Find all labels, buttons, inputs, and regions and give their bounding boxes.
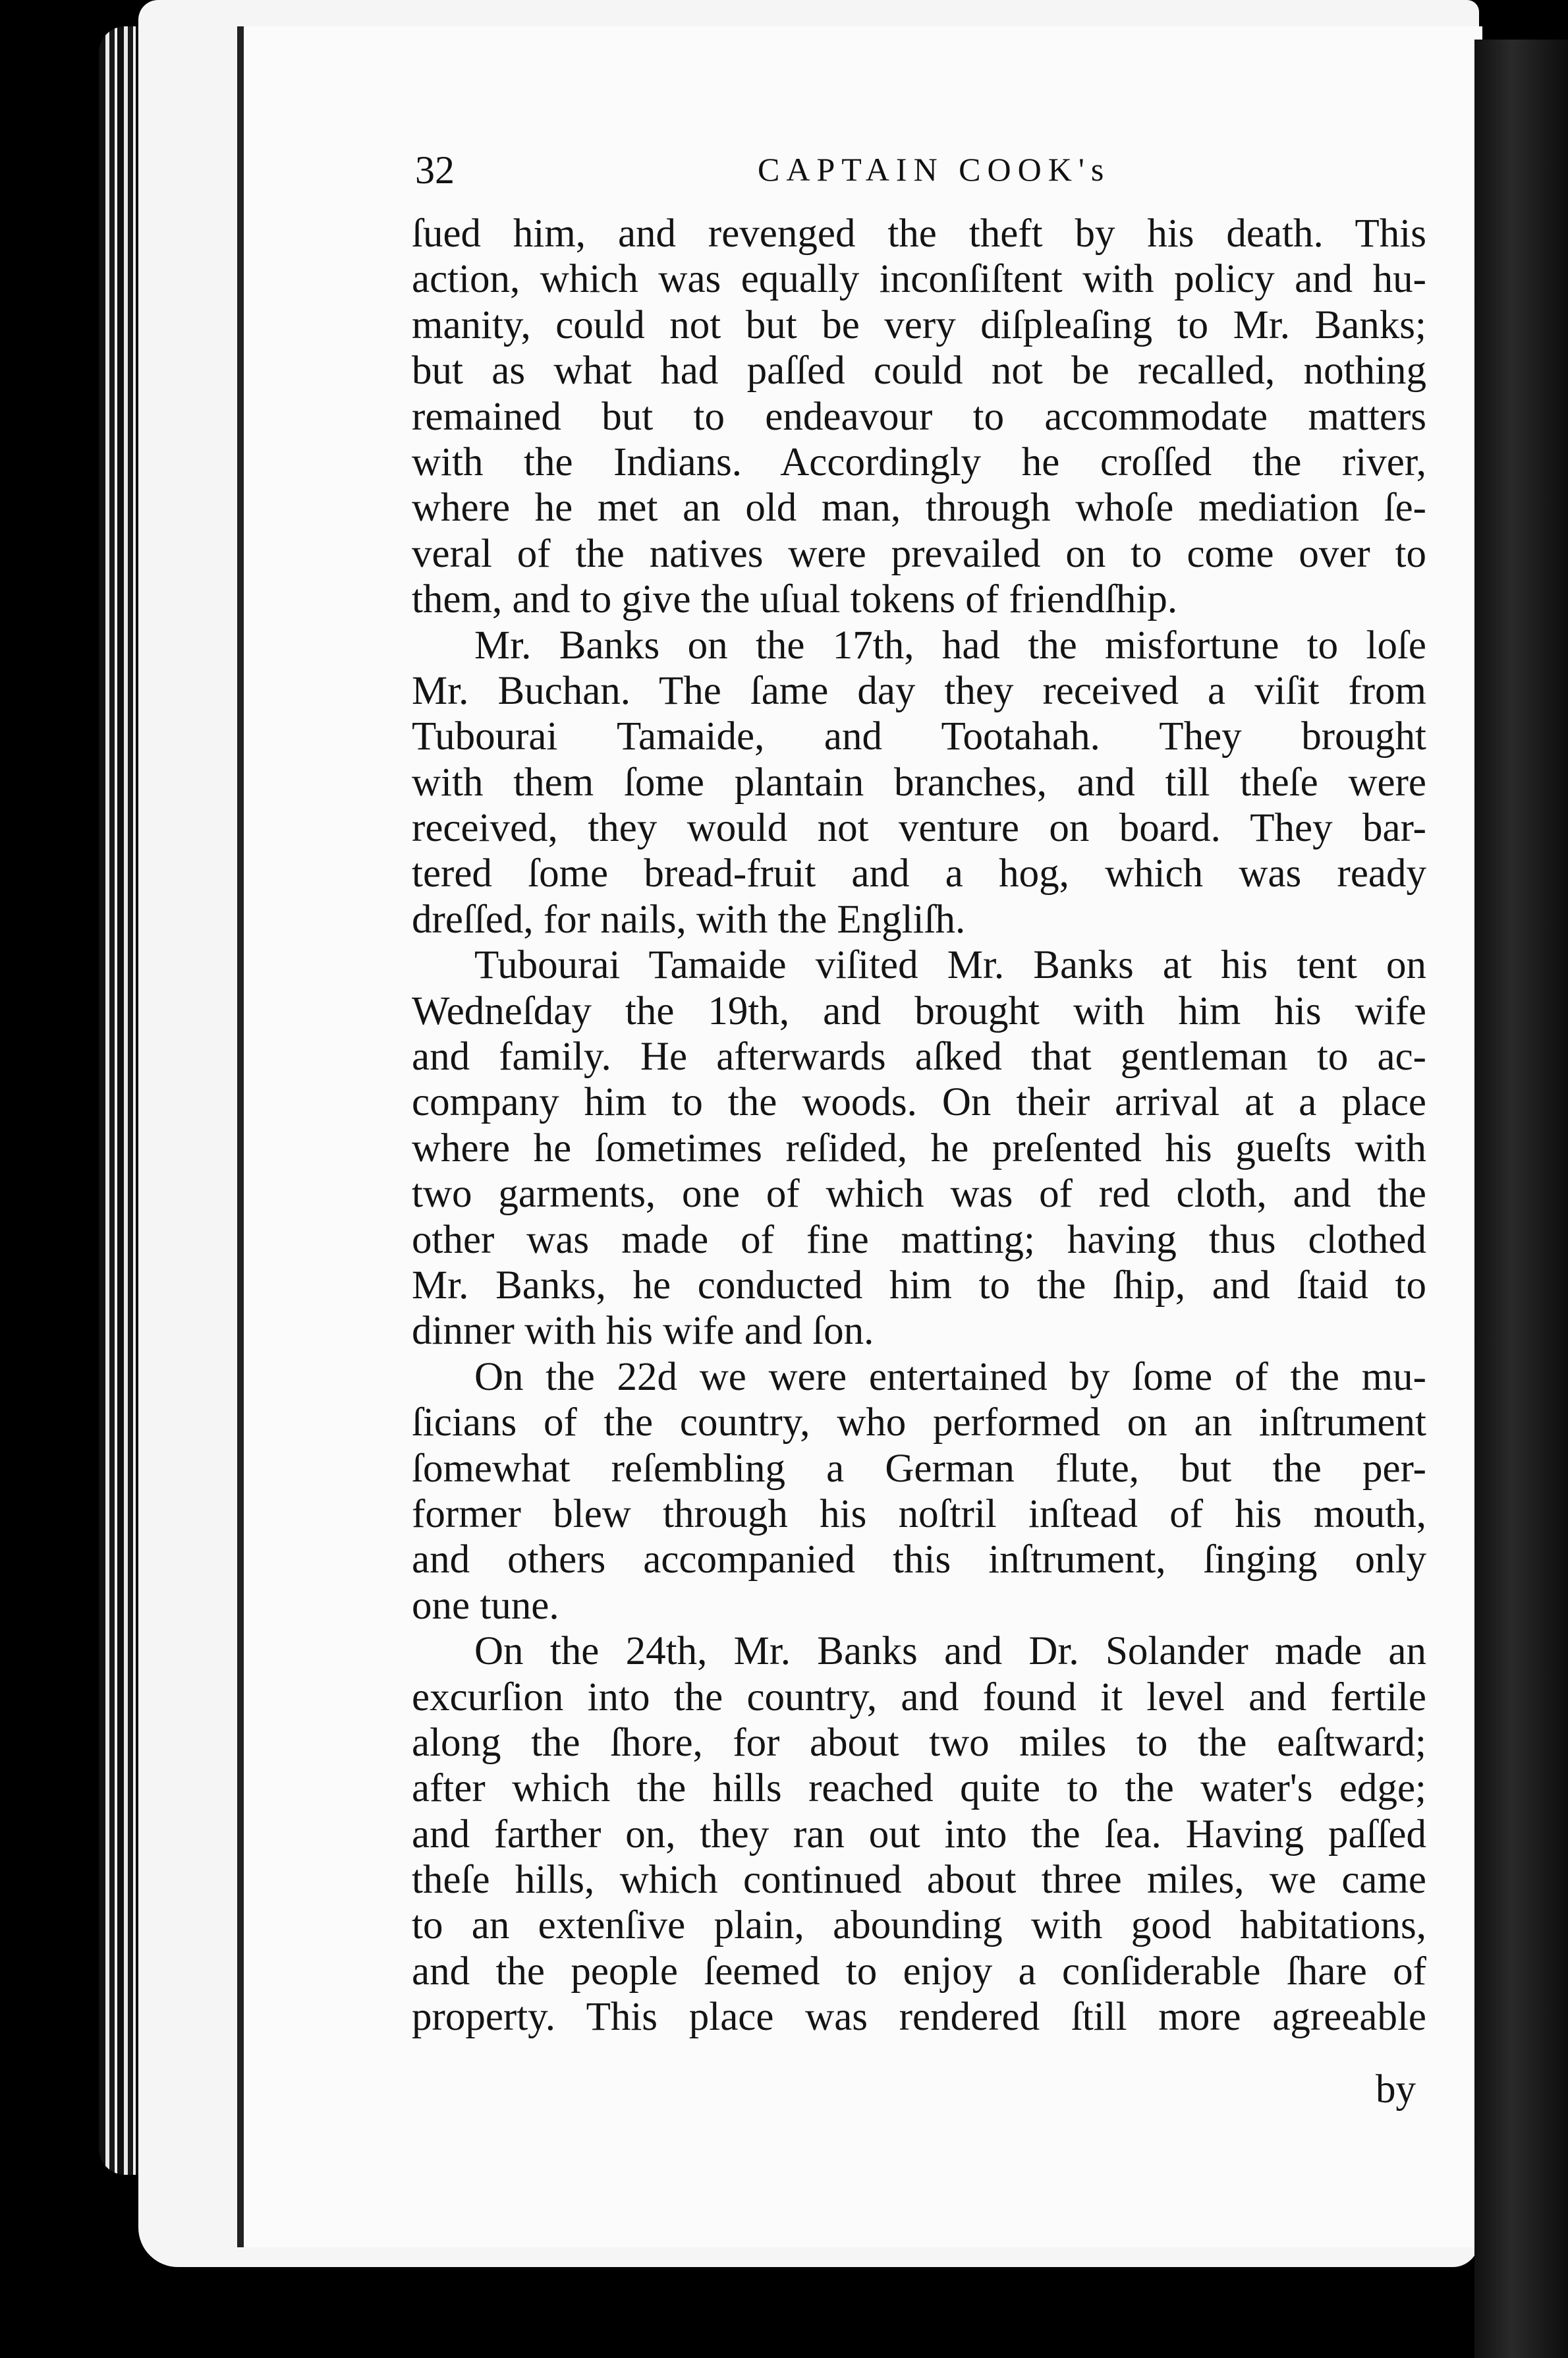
text-line: along the ſhore, for about two miles to the eaſtward; xyxy=(412,1720,1426,1765)
text-line: dreſſed, for nails, with the Engliſh. xyxy=(412,897,966,942)
catchword: by xyxy=(1376,2067,1416,2112)
text-line: and farther on, they ran out into the ſea. Having paſſed xyxy=(412,1812,1426,1856)
text-line: them, and to give the uſual tokens of friendſhip. xyxy=(412,577,1178,622)
text-line: property. This place was rendered ſtill more agreeable xyxy=(412,1995,1426,2040)
text-line: remained but to endeavour to accommodate matters xyxy=(412,394,1426,439)
text-line: Mr. Banks on the 17th, had the misfortune to loſe xyxy=(474,623,1426,668)
text-line: former blew through his noſtril inſtead of his mouth, xyxy=(412,1491,1426,1536)
text-line: one tune. xyxy=(412,1583,559,1628)
running-head: CAPTAIN COOK's xyxy=(758,151,1111,188)
text-line: and others accompanied this inſtrument, ſinging only xyxy=(412,1538,1426,1582)
text-line: with them ſome plantain branches, and till theſe were xyxy=(412,760,1426,805)
text-line: tered ſome bread-fruit and a hog, which was ready xyxy=(412,851,1426,896)
text-line: where he met an old man, through whoſe mediation ſe- xyxy=(412,486,1426,531)
text-line: to an extenſive plain, abounding with good habitations, xyxy=(412,1903,1426,1948)
text-line: two garments, one of which was of red cloth, and the xyxy=(412,1172,1426,1217)
text-line: and the people ſeemed to enjoy a conſiderable ſhare of xyxy=(412,1949,1426,1994)
text-line: with the Indians. Accordingly he croſſed the river, xyxy=(412,440,1426,484)
text-line: company him to the woods. On their arrival at a place xyxy=(412,1080,1426,1125)
text-line: theſe hills, which continued about three miles, we came xyxy=(412,1858,1426,1903)
text-line: action, which was equally inconſiſtent with policy and hu- xyxy=(412,257,1426,302)
text-line: manity, could not but be very diſpleaſing to Mr. Banks; xyxy=(412,302,1426,347)
text-line: but as what had paſſed could not be recalled, nothing xyxy=(412,349,1426,393)
text-line: and family. He afterwards aſked that gentleman to ac- xyxy=(412,1035,1426,1079)
text-line: Mr. Banks, he conducted him to the ſhip, and ſtaid to xyxy=(412,1263,1426,1308)
text-line: Wedneſday the 19th, and brought with him his wife xyxy=(412,989,1426,1033)
text-line: ſued him, and revenged the theft by his death. This xyxy=(412,212,1426,256)
text-line: On the 22d we were entertained by ſome of the mu- xyxy=(474,1354,1426,1399)
text-line: dinner with his wife and ſon. xyxy=(412,1309,874,1354)
page-number: 32 xyxy=(415,148,455,192)
text-line: other was made of fine matting; having thus clothed xyxy=(412,1217,1426,1262)
text-line: ſicians of the country, who performed on an inſtrument xyxy=(412,1400,1426,1445)
page-header xyxy=(415,144,1403,203)
text-line: ſomewhat reſembling a German flute, but the per- xyxy=(412,1446,1426,1491)
text-line: Tubourai Tamaide, and Tootahah. They brought xyxy=(412,714,1426,759)
text-line: veral of the natives were prevailed on to come over to xyxy=(412,531,1426,576)
body-text xyxy=(412,211,1426,2109)
text-line: On the 24th, Mr. Banks and Dr. Solander made an xyxy=(474,1629,1426,1674)
text-line: Mr. Buchan. The ſame day they received a viſit from xyxy=(412,668,1426,713)
text-line: where he ſometimes reſided, he preſented his gueſts with xyxy=(412,1126,1426,1170)
text-line: excurſion into the country, and found it level and fertile xyxy=(412,1675,1426,1719)
text-line: Tubourai Tamaide viſited Mr. Banks at his tent on xyxy=(474,943,1426,988)
text-line: after which the hills reached quite to the water's edge; xyxy=(412,1766,1426,1811)
facing-page-edge xyxy=(1474,40,1568,2358)
text-line: received, they would not venture on board. They bar- xyxy=(412,806,1426,851)
